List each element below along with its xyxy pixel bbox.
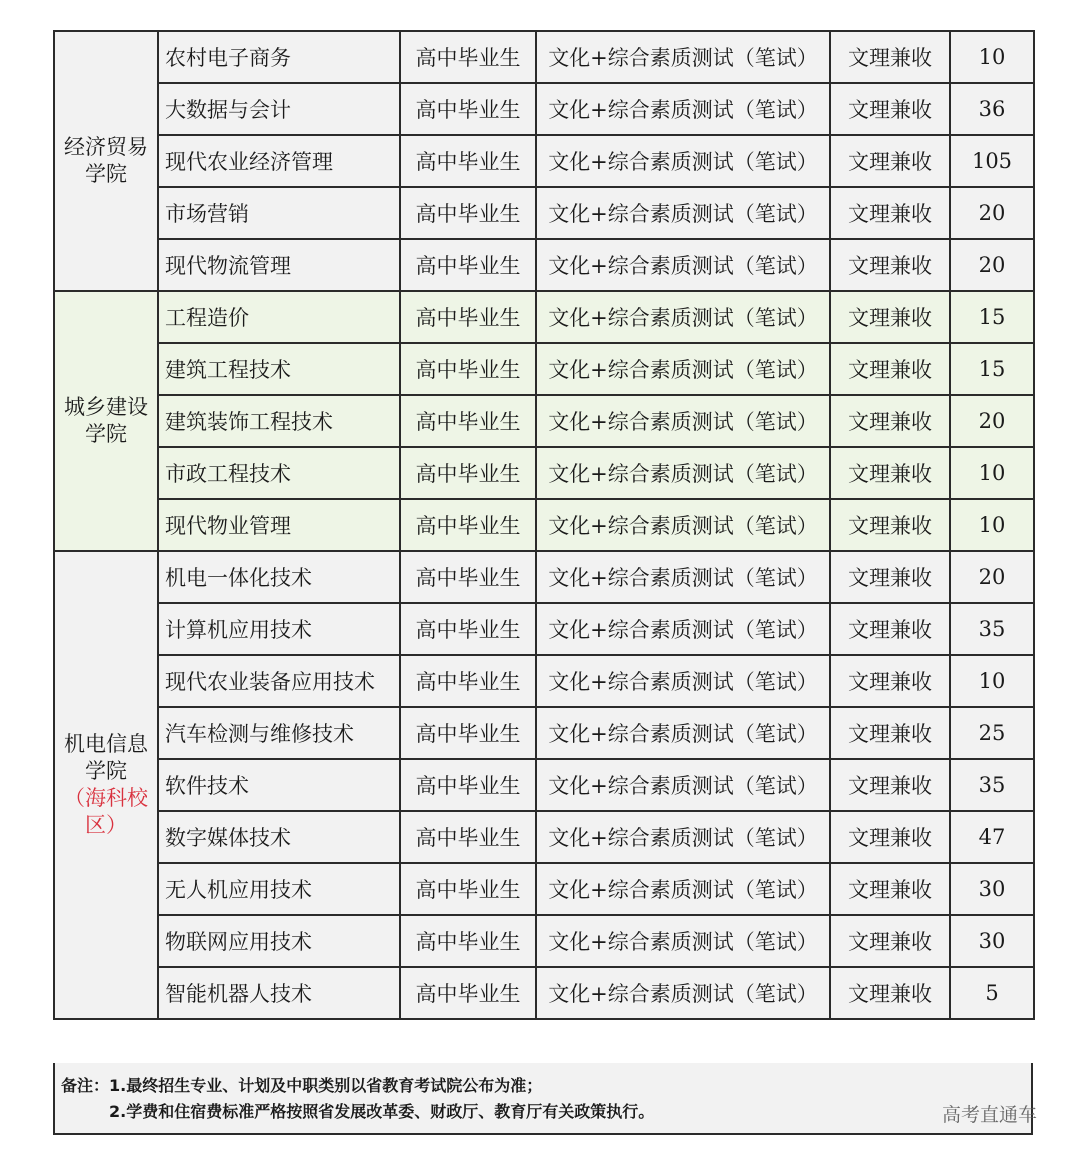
table-row bbox=[54, 551, 1034, 603]
student-source-cell: 高中毕业生 bbox=[400, 603, 536, 655]
exam-method-cell: 文化+综合素质测试（笔试） bbox=[536, 239, 830, 291]
department-cell bbox=[54, 291, 158, 551]
major-cell: 现代物业管理 bbox=[158, 499, 400, 551]
student-source-cell: 高中毕业生 bbox=[400, 291, 536, 343]
department-campus-note: （海科校区） bbox=[64, 786, 148, 837]
table-row bbox=[54, 135, 1034, 187]
quota-cell: 35 bbox=[950, 603, 1034, 655]
table-row bbox=[54, 655, 1034, 707]
enrollment-table bbox=[53, 30, 1035, 1020]
table-row bbox=[54, 187, 1034, 239]
major-cell: 农村电子商务 bbox=[158, 31, 400, 83]
exam-method-cell: 文化+综合素质测试（笔试） bbox=[536, 759, 830, 811]
table-row bbox=[54, 863, 1034, 915]
major-cell: 计算机应用技术 bbox=[158, 603, 400, 655]
major-cell: 大数据与会计 bbox=[158, 83, 400, 135]
exam-method-cell: 文化+综合素质测试（笔试） bbox=[536, 915, 830, 967]
quota-cell: 25 bbox=[950, 707, 1034, 759]
remarks-box bbox=[53, 1063, 1033, 1135]
category-cell: 文理兼收 bbox=[830, 239, 950, 291]
quota-cell: 10 bbox=[950, 31, 1034, 83]
exam-method-cell: 文化+综合素质测试（笔试） bbox=[536, 499, 830, 551]
table-row bbox=[54, 343, 1034, 395]
major-cell: 软件技术 bbox=[158, 759, 400, 811]
quota-cell: 10 bbox=[950, 447, 1034, 499]
table-row bbox=[54, 967, 1034, 1019]
table-row bbox=[54, 915, 1034, 967]
student-source-cell: 高中毕业生 bbox=[400, 343, 536, 395]
category-cell: 文理兼收 bbox=[830, 655, 950, 707]
quota-cell: 20 bbox=[950, 239, 1034, 291]
quota-cell: 5 bbox=[950, 967, 1034, 1019]
major-cell: 智能机器人技术 bbox=[158, 967, 400, 1019]
department-name-line: 学院 bbox=[85, 759, 127, 783]
category-cell: 文理兼收 bbox=[830, 967, 950, 1019]
remark-line-1: 备注：1.最终招生专业、计划及中职类别以省教育考试院公布为准； bbox=[61, 1076, 543, 1095]
student-source-cell: 高中毕业生 bbox=[400, 551, 536, 603]
exam-method-cell: 文化+综合素质测试（笔试） bbox=[536, 447, 830, 499]
exam-method-cell: 文化+综合素质测试（笔试） bbox=[536, 551, 830, 603]
table-row bbox=[54, 239, 1034, 291]
major-cell: 市政工程技术 bbox=[158, 447, 400, 499]
major-cell: 建筑装饰工程技术 bbox=[158, 395, 400, 447]
table-row bbox=[54, 707, 1034, 759]
major-cell: 工程造价 bbox=[158, 291, 400, 343]
quota-cell: 10 bbox=[950, 655, 1034, 707]
quota-cell: 20 bbox=[950, 551, 1034, 603]
quota-cell: 10 bbox=[950, 499, 1034, 551]
quota-cell: 35 bbox=[950, 759, 1034, 811]
category-cell: 文理兼收 bbox=[830, 31, 950, 83]
student-source-cell: 高中毕业生 bbox=[400, 499, 536, 551]
student-source-cell: 高中毕业生 bbox=[400, 447, 536, 499]
major-cell: 机电一体化技术 bbox=[158, 551, 400, 603]
department-name-line: 经济贸易 bbox=[64, 135, 148, 159]
category-cell: 文理兼收 bbox=[830, 187, 950, 239]
quota-cell: 20 bbox=[950, 187, 1034, 239]
student-source-cell: 高中毕业生 bbox=[400, 187, 536, 239]
category-cell: 文理兼收 bbox=[830, 551, 950, 603]
exam-method-cell: 文化+综合素质测试（笔试） bbox=[536, 707, 830, 759]
remark-line-2: 2.学费和住宿费标准严格按照省发展改革委、财政厅、教育厅有关政策执行。 bbox=[109, 1102, 655, 1121]
category-cell: 文理兼收 bbox=[830, 135, 950, 187]
quota-cell: 15 bbox=[950, 291, 1034, 343]
quota-cell: 36 bbox=[950, 83, 1034, 135]
exam-method-cell: 文化+综合素质测试（笔试） bbox=[536, 603, 830, 655]
major-cell: 建筑工程技术 bbox=[158, 343, 400, 395]
department-name-line: 机电信息 bbox=[64, 732, 148, 756]
category-cell: 文理兼收 bbox=[830, 603, 950, 655]
student-source-cell: 高中毕业生 bbox=[400, 759, 536, 811]
student-source-cell: 高中毕业生 bbox=[400, 967, 536, 1019]
department-name-line: 城乡建设 bbox=[64, 395, 148, 419]
table-row bbox=[54, 395, 1034, 447]
category-cell: 文理兼收 bbox=[830, 447, 950, 499]
exam-method-cell: 文化+综合素质测试（笔试） bbox=[536, 811, 830, 863]
exam-method-cell: 文化+综合素质测试（笔试） bbox=[536, 187, 830, 239]
category-cell: 文理兼收 bbox=[830, 863, 950, 915]
student-source-cell: 高中毕业生 bbox=[400, 811, 536, 863]
exam-method-cell: 文化+综合素质测试（笔试） bbox=[536, 291, 830, 343]
student-source-cell: 高中毕业生 bbox=[400, 135, 536, 187]
category-cell: 文理兼收 bbox=[830, 915, 950, 967]
quota-cell: 30 bbox=[950, 915, 1034, 967]
quota-cell: 15 bbox=[950, 343, 1034, 395]
student-source-cell: 高中毕业生 bbox=[400, 915, 536, 967]
exam-method-cell: 文化+综合素质测试（笔试） bbox=[536, 395, 830, 447]
exam-method-cell: 文化+综合素质测试（笔试） bbox=[536, 135, 830, 187]
major-cell: 现代物流管理 bbox=[158, 239, 400, 291]
major-cell: 物联网应用技术 bbox=[158, 915, 400, 967]
table-row bbox=[54, 83, 1034, 135]
exam-method-cell: 文化+综合素质测试（笔试） bbox=[536, 863, 830, 915]
table-row bbox=[54, 31, 1034, 83]
exam-method-cell: 文化+综合素质测试（笔试） bbox=[536, 31, 830, 83]
quota-cell: 20 bbox=[950, 395, 1034, 447]
exam-method-cell: 文化+综合素质测试（笔试） bbox=[536, 967, 830, 1019]
category-cell: 文理兼收 bbox=[830, 759, 950, 811]
student-source-cell: 高中毕业生 bbox=[400, 655, 536, 707]
student-source-cell: 高中毕业生 bbox=[400, 707, 536, 759]
category-cell: 文理兼收 bbox=[830, 707, 950, 759]
student-source-cell: 高中毕业生 bbox=[400, 83, 536, 135]
major-cell: 无人机应用技术 bbox=[158, 863, 400, 915]
quota-cell: 47 bbox=[950, 811, 1034, 863]
table-row bbox=[54, 759, 1034, 811]
quota-cell: 30 bbox=[950, 863, 1034, 915]
category-cell: 文理兼收 bbox=[830, 291, 950, 343]
quota-cell: 105 bbox=[950, 135, 1034, 187]
department-cell bbox=[54, 551, 158, 1019]
category-cell: 文理兼收 bbox=[830, 83, 950, 135]
department-name-line: 学院 bbox=[85, 422, 127, 446]
category-cell: 文理兼收 bbox=[830, 499, 950, 551]
table-row bbox=[54, 603, 1034, 655]
department-cell bbox=[54, 31, 158, 291]
exam-method-cell: 文化+综合素质测试（笔试） bbox=[536, 655, 830, 707]
student-source-cell: 高中毕业生 bbox=[400, 863, 536, 915]
student-source-cell: 高中毕业生 bbox=[400, 31, 536, 83]
category-cell: 文理兼收 bbox=[830, 343, 950, 395]
student-source-cell: 高中毕业生 bbox=[400, 239, 536, 291]
student-source-cell: 高中毕业生 bbox=[400, 395, 536, 447]
exam-method-cell: 文化+综合素质测试（笔试） bbox=[536, 83, 830, 135]
major-cell: 市场营销 bbox=[158, 187, 400, 239]
department-name-line: 学院 bbox=[85, 162, 127, 186]
exam-method-cell: 文化+综合素质测试（笔试） bbox=[536, 343, 830, 395]
major-cell: 现代农业经济管理 bbox=[158, 135, 400, 187]
category-cell: 文理兼收 bbox=[830, 395, 950, 447]
major-cell: 数字媒体技术 bbox=[158, 811, 400, 863]
table-row bbox=[54, 291, 1034, 343]
major-cell: 现代农业装备应用技术 bbox=[158, 655, 400, 707]
watermark: 高考直通车 bbox=[942, 1104, 1038, 1126]
table-row bbox=[54, 447, 1034, 499]
table-row bbox=[54, 811, 1034, 863]
category-cell: 文理兼收 bbox=[830, 811, 950, 863]
major-cell: 汽车检测与维修技术 bbox=[158, 707, 400, 759]
table-row bbox=[54, 499, 1034, 551]
